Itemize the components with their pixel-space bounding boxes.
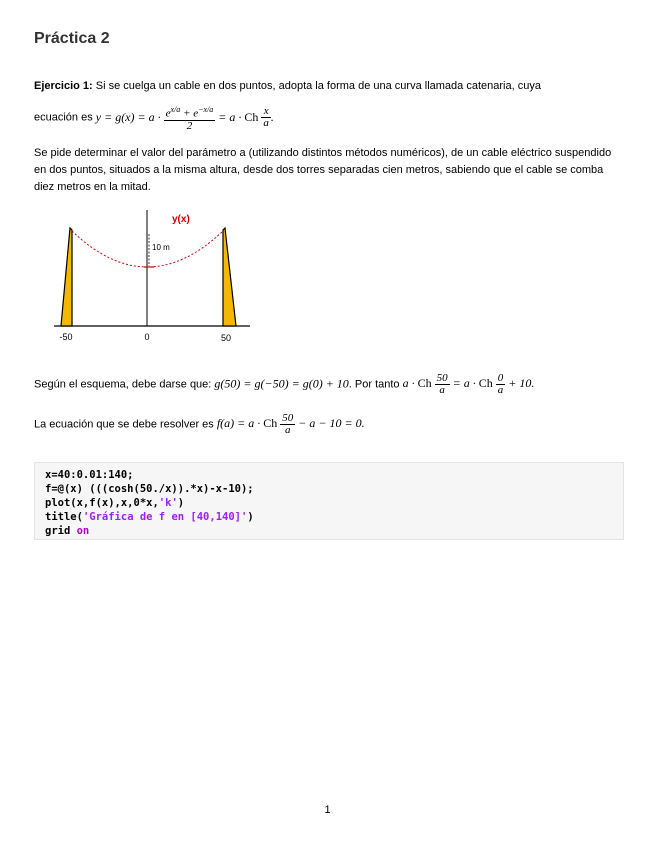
equation-line (34, 104, 624, 132)
catenary-equation: y = g(x) = a · $\frac{e^{x/a} + e^{-x/a}}{2}$ = a · Ch $\frac{x}{a}$ . (95, 105, 274, 132)
code-line-3-string: 'k' (158, 497, 178, 509)
condition-equation: g(50) = g(−50) = g(0) + 10 (214, 376, 349, 391)
exercise-paragraph (34, 78, 624, 95)
catenary-diagram (50, 208, 260, 348)
code-line-4-a: title( (45, 511, 83, 523)
code-line-4 (45, 510, 613, 524)
code-line-1: x=40:0.01:140; (45, 469, 134, 481)
equation-prefix: ecuación es (34, 111, 96, 124)
catenary-figure (50, 208, 260, 353)
equation-to-solve-line (34, 413, 624, 436)
code-line-5-keyword: on (76, 525, 90, 537)
code-line-3-c: ) (177, 497, 185, 509)
condition-middle: . Por tanto (348, 378, 403, 391)
sag-label: 10 m (152, 243, 170, 252)
equation-to-solve: f(a) = a · Ch $\frac{50}{a}$ − a − 10 = 0. (216, 412, 365, 436)
page-title: Práctica 2 (34, 30, 110, 47)
condition-line (34, 373, 624, 396)
code-block (34, 462, 624, 540)
right-tower (223, 228, 236, 326)
code-line-2: f=@(x) (((cosh(50./x)).*x)-x-10); (45, 483, 254, 495)
equation-to-solve-prefix: La ecuación que se debe resolver es (34, 418, 217, 431)
tick-label-neg50: -50 (59, 332, 73, 342)
problem-paragraph: Se pide determinar el valor del parámetro a (utilizando distintos métodos numéricos), de un cable eléctrico suspendido en dos puntos, situados a la misma altura, desde dos torres separadas cien metros, sabiendo que el cable se comba diez metros en la mitad. (34, 147, 612, 193)
exercise-label: Ejercicio 1: (34, 80, 93, 92)
code-line-3-a: plot(x,f(x),x,0*x, (45, 497, 159, 509)
exercise-text: Si se cuelga un cable en dos puntos, adopta la forma de una curva llamada catenaria, cuya (92, 80, 541, 92)
code-line-5 (45, 524, 613, 538)
tick-label-50: 50 (220, 333, 232, 343)
tick-label-0: 0 (144, 332, 150, 342)
code-line-5-a: grid (45, 525, 77, 537)
condition-equation-2: a · Ch $\frac{50}{a}$ = a · Ch $\frac{0}{a}$ + 10. (402, 372, 535, 396)
ylabel: y(x) (172, 214, 190, 225)
code-line-4-c: ) (247, 511, 254, 523)
code-line-3 (45, 496, 613, 510)
left-tower (61, 228, 72, 326)
code-line-4-string: 'Gráfica de f en [40,140]' (82, 511, 248, 523)
page-number: 1 (324, 804, 331, 816)
condition-prefix: Según el esquema, debe darse que: (34, 378, 215, 391)
